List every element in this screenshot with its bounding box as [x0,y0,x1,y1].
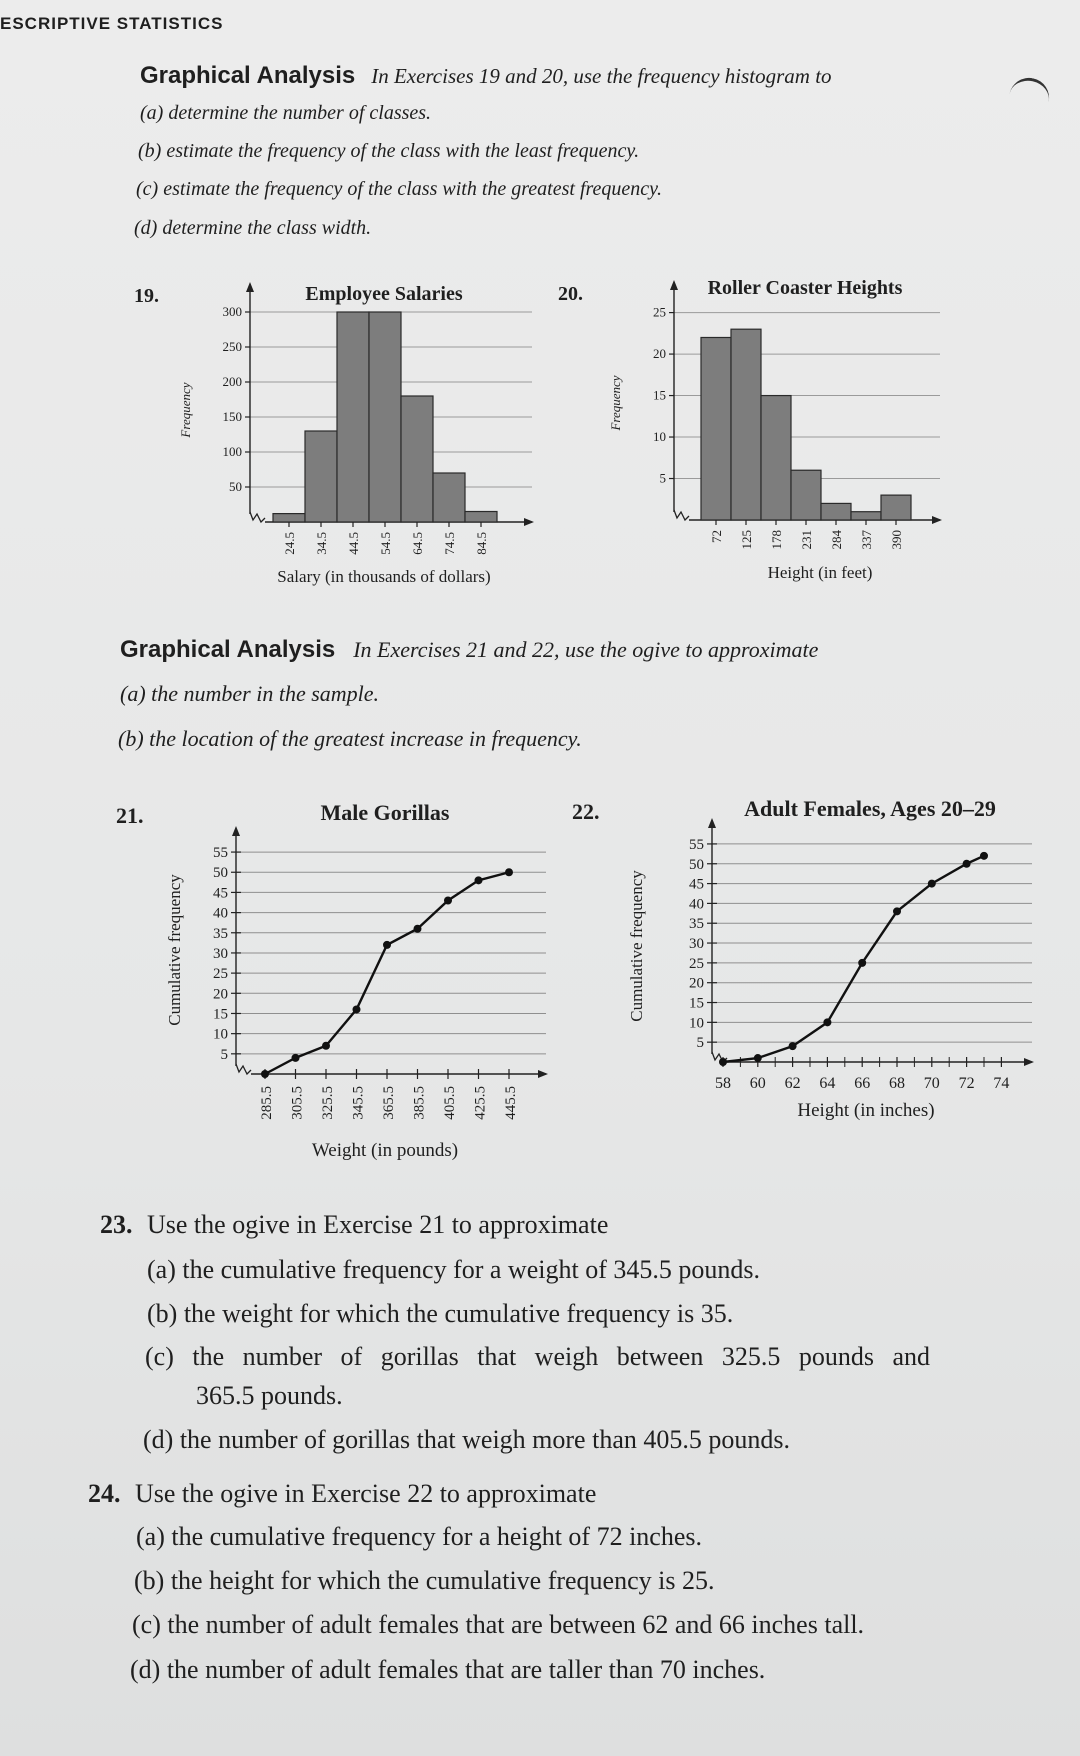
ogive-line [723,856,984,1062]
chart-title: Male Gorillas [320,800,450,825]
ogive-point [475,876,483,884]
chart-title: Adult Females, Ages 20–29 [744,796,996,821]
pen-mark [1007,74,1053,113]
section2-heading: Graphical Analysis [120,636,336,663]
x-tick-label: 68 [889,1075,905,1092]
y-axis-arrow [670,280,678,290]
histogram-bar [465,512,497,523]
exercise-22-number: 22. [572,799,600,824]
x-axis-arrow [538,1070,548,1078]
section2-intro [120,636,818,664]
ogive-point [928,880,936,888]
x-tick-label: 345.5 [350,1086,367,1120]
exercise-24-number: 24. [88,1479,121,1508]
section2-item-b: (b) the location of the greatest increase in frequency. [118,726,582,751]
x-tick-label: 64.5 [410,532,425,555]
x-axis-label: Height (in feet) [767,563,873,582]
exercise-23-stem-text: Use the ogive in Exercise 21 to approximate [147,1210,609,1239]
exercise-24-stem-text: Use the ogive in Exercise 22 to approximate [135,1479,597,1508]
exercise-23-item-d: (d) the number of gorillas that weigh more than 405.5 pounds. [143,1425,790,1454]
y-tick-label: 35 [213,925,228,942]
histogram-bar [337,312,369,522]
section1-intro-text: In Exercises 19 and 20, use the frequency histogram to [371,64,832,88]
x-axis-label: Weight (in pounds) [311,1140,459,1161]
section1-item-a: (a) determine the number of classes. [140,102,432,124]
axis-break [236,1064,251,1074]
x-axis-arrow [932,516,942,524]
x-tick-label: 64 [819,1075,836,1092]
y-axis-label: Frequency [178,382,193,438]
ogive-point [292,1054,300,1062]
ogive-point [414,925,422,933]
x-tick-label: 390 [889,530,904,550]
y-tick-label: 15 [689,995,704,1012]
x-tick-label: 72 [958,1075,975,1092]
x-tick-label: 305.5 [289,1086,306,1120]
chart-adult-females [620,786,1045,1136]
histogram-bar [401,396,433,522]
histogram-bar [821,503,851,520]
exercise-24-item-c: (c) the number of adult females that are between 62 and 66 inches tall. [132,1610,865,1639]
x-tick-label: 70 [923,1075,940,1092]
x-tick-label: 125 [739,530,754,550]
y-tick-label: 35 [689,916,704,933]
y-tick-label: 250 [222,339,242,354]
exercise-21-number: 21. [116,803,144,828]
y-tick-label: 30 [213,945,228,962]
x-tick-label: 445.5 [503,1086,519,1120]
y-tick-label: 45 [213,885,228,902]
y-axis-label: Cumulative frequency [165,874,184,1026]
y-tick-label: 20 [213,986,228,1003]
y-tick-label: 50 [229,479,242,494]
y-tick-label: 40 [689,896,704,913]
ogive-point [719,1058,727,1066]
y-axis-label: Frequency [608,375,623,431]
y-tick-label: 50 [213,865,228,882]
x-axis-arrow [1024,1058,1034,1066]
exercise-23-item-b: (b) the weight for which the cumulative frequency is 35. [147,1299,734,1328]
histogram-bar [791,470,821,520]
y-tick-label: 30 [689,936,704,953]
exercise-24-item-b: (b) the height for which the cumulative frequency is 25. [134,1566,715,1595]
section1-heading: Graphical Analysis [140,62,356,89]
y-tick-label: 20 [689,975,704,992]
exercise-23-stem [100,1210,608,1240]
y-tick-label: 10 [689,1015,704,1032]
chart-title: Employee Salaries [305,283,463,305]
x-tick-label: 231 [799,530,814,550]
x-tick-label: 74 [993,1075,1010,1092]
ogive-point [754,1054,762,1062]
y-tick-label: 200 [222,374,242,389]
ogive-point [444,896,452,904]
x-tick-label: 62 [784,1075,801,1092]
section1-item-b: (b) estimate the frequency of the class with the least frequency. [138,140,640,162]
chart-employee-salaries [160,270,550,590]
x-tick-label: 72 [709,530,724,543]
section1-item-c: (c) estimate the frequency of the class with the greatest frequency. [136,178,662,200]
y-axis-arrow [708,818,716,828]
x-tick-label: 24.5 [282,532,297,555]
section1-intro [140,62,832,90]
exercise-20-number: 20. [558,283,583,305]
y-tick-label: 5 [659,470,666,486]
x-axis-label: Salary (in thousands of dollars) [277,567,491,586]
y-tick-label: 20 [653,346,666,362]
chart-roller-coaster-heights [600,268,960,588]
ogive-point [823,1018,831,1026]
histogram-bar [731,329,761,520]
ogive-point [353,1005,361,1013]
y-tick-label: 55 [689,836,704,853]
y-tick-label: 150 [222,409,242,424]
x-tick-label: 54.5 [378,532,393,555]
ogive-point [963,860,971,868]
y-tick-label: 50 [689,856,704,873]
y-tick-label: 55 [213,845,228,862]
ogive-point [858,959,866,967]
running-head: ESCRIPTIVE STATISTICS [0,14,224,33]
exercise-24-stem [88,1479,596,1509]
y-tick-label: 15 [653,387,666,403]
y-axis-arrow [232,826,240,836]
x-tick-label: 285.5 [259,1086,275,1120]
ogive-point [980,852,988,860]
x-tick-label: 178 [769,530,784,550]
y-tick-label: 40 [213,905,228,922]
axis-break [250,512,265,522]
x-tick-label: 325.5 [320,1086,336,1120]
exercise-24-item-a: (a) the cumulative frequency for a height of 72 inches. [136,1522,702,1551]
histogram-bar [851,512,881,520]
section2-item-a: (a) the number in the sample. [120,681,380,706]
x-tick-label: 337 [859,530,874,550]
x-tick-label: 385.5 [411,1086,428,1120]
y-axis-arrow [246,282,254,292]
x-tick-label: 74.5 [442,532,457,555]
axis-break [674,510,689,520]
section1-item-d: (d) determine the class width. [134,217,372,239]
y-tick-label: 10 [653,429,666,445]
y-tick-label: 5 [696,1035,704,1052]
exercise-23-number: 23. [100,1210,133,1239]
y-axis-label: Cumulative frequency [627,870,646,1022]
x-tick-label: 84.5 [474,532,489,555]
chart-title: Roller Coaster Heights [707,277,903,299]
y-tick-label: 300 [222,304,242,319]
histogram-bar [701,337,731,520]
y-tick-label: 5 [220,1046,228,1063]
x-tick-label: 425.5 [472,1086,489,1120]
y-tick-label: 25 [653,304,666,320]
x-tick-label: 405.5 [442,1086,458,1120]
y-tick-label: 10 [213,1026,228,1043]
exercise-19-number: 19. [134,285,159,307]
exercise-23-item-a: (a) the cumulative frequency for a weight of 345.5 pounds. [147,1255,760,1284]
ogive-point [505,868,513,876]
x-tick-label: 284 [829,530,844,550]
histogram-bar [273,514,305,522]
x-tick-label: 60 [749,1075,766,1092]
x-tick-label: 44.5 [346,532,361,555]
x-tick-label: 58 [715,1075,731,1092]
exercise-23-item-c-cont: 365.5 pounds. [196,1381,343,1410]
y-tick-label: 100 [222,444,242,459]
ogive-point [261,1070,269,1078]
y-tick-label: 25 [213,966,228,983]
chart-male-gorillas [150,790,570,1165]
y-tick-label: 25 [689,955,704,972]
ogive-point [383,941,391,949]
exercise-23-item-c: (c) the number of gorillas that weigh between 325.5 pounds and [145,1342,930,1371]
x-tick-label: 66 [854,1075,871,1092]
section2-intro-text: In Exercises 21 and 22, use the ogive to approximate [353,637,819,662]
ogive-point [789,1042,797,1050]
y-tick-label: 45 [689,876,704,893]
histogram-bar [369,312,401,522]
x-axis-label: Height (in inches) [797,1100,935,1121]
x-tick-label: 34.5 [314,532,329,555]
histogram-bar [305,431,337,522]
y-tick-label: 15 [213,1006,228,1023]
histogram-bar [881,495,911,520]
exercise-24-item-d: (d) the number of adult females that are taller than 70 inches. [130,1655,766,1684]
x-axis-arrow [524,518,534,526]
histogram-bar [433,473,465,522]
x-tick-label: 365.5 [381,1086,397,1120]
ogive-point [893,907,901,915]
histogram-bar [761,396,791,520]
ogive-point [322,1042,330,1050]
